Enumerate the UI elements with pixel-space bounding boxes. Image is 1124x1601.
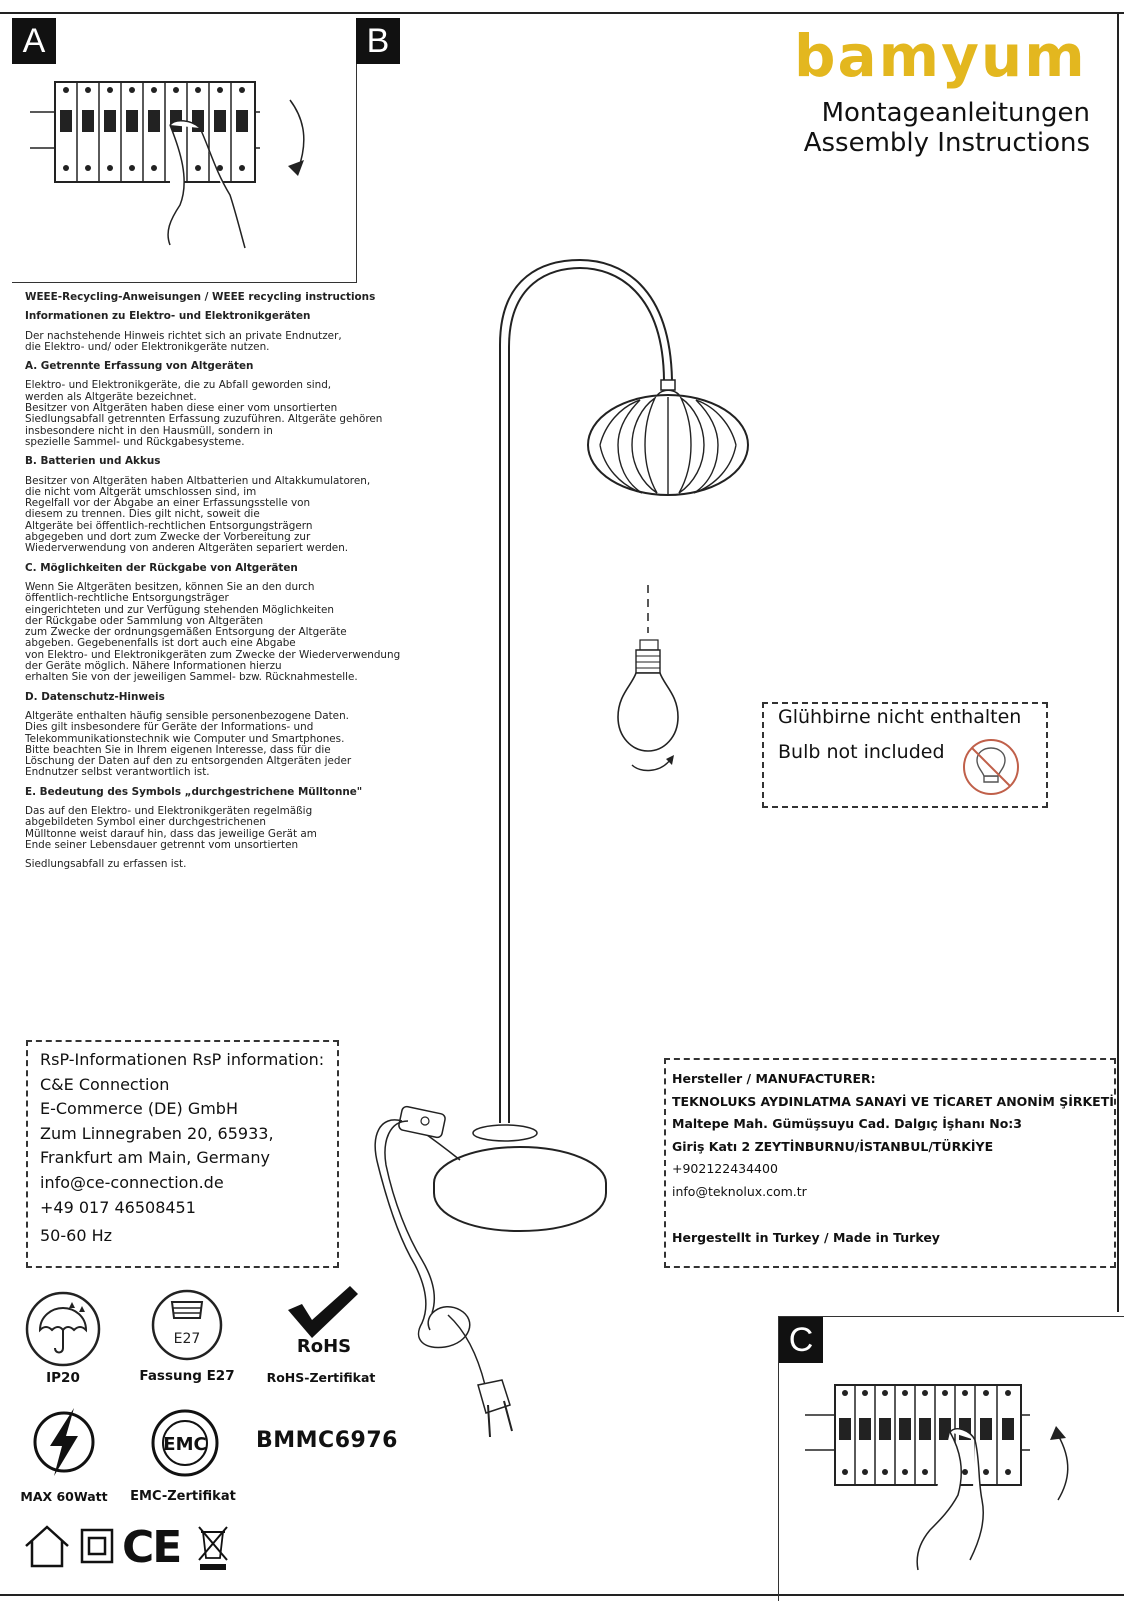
weee-e-text-2: Siedlungsabfall zu erfassen ist. — [25, 858, 187, 871]
manufacturer-address: Maltepe Mah. Gümüşsuyu Cad. Dalgıç İşhanı No:3 — [672, 1116, 1022, 1131]
rsp-line: Frankfurt am Main, Germany — [40, 1148, 270, 1168]
rohs-label: RoHS-Zertifikat — [266, 1370, 376, 1385]
no-bulb-icon — [962, 738, 1020, 796]
e27-text: E27 — [173, 1331, 201, 1347]
weee-d-text: Altgeräte enthalten häufig sensible personenbezogene Daten. Dies gilt insbesondere für Geräte der Informations- und Telekommunikationstechnik wie Computer und Smartphones. Bitte beachten Sie in Ihrem eigenen Interesse, dass für die Löschung der Daten auf den zu entsorgenden Altgeräten jeder Endnutzer selbst verantwortlich ist. — [25, 709, 352, 779]
breaker-off-illustration — [30, 70, 350, 250]
right-border — [1117, 12, 1119, 1312]
max-wattage-label: MAX 60Watt — [20, 1489, 108, 1504]
rsp-line: E-Commerce (DE) GmbH — [40, 1099, 238, 1119]
weee-e-text: Das auf den Elektro- und Elektronikgeräten regelmäßig abgebildeten Symbol einer durchgestrichenen Mülltonne weist darauf hin, dass das jeweilige Gerät am Ende seiner Lebensdauer getrennt vom unsortierten — [25, 804, 317, 851]
top-border — [0, 12, 1124, 14]
emc-icon — [150, 1408, 220, 1478]
weee-a-heading: A. Getrennte Erfassung von Altgeräten — [25, 360, 254, 373]
floor-lamp-illustration — [370, 255, 770, 1455]
emc-label: EMC-Zertifikat — [130, 1489, 236, 1504]
ce-text: CE — [122, 1522, 181, 1573]
max-power-lightning-icon — [32, 1404, 96, 1480]
weee-crossed-bin-icon — [196, 1524, 230, 1572]
manufacturer-address: Giriş Katı 2 ZEYTİNBURNU/İSTANBUL/TÜRKİYE — [672, 1138, 994, 1154]
manufacturer-name: TEKNOLUKS AYDINLATMA SANAYİ VE TİCARET ANONİM ŞİRKETİ — [672, 1093, 1114, 1109]
manufacturer-email: info@teknolux.com.tr — [672, 1183, 807, 1199]
weee-info-heading: Informationen zu Elektro- und Elektronikgeräten — [25, 310, 311, 323]
weee-e-heading: E. Bedeutung des Symbols „durchgestrichene Mülltonne" — [25, 785, 363, 798]
rsp-frequency: 50-60 Hz — [40, 1226, 113, 1246]
weee-d-heading: D. Datenschutz-Hinweis — [25, 690, 165, 703]
ce-mark-icon — [122, 1522, 188, 1573]
emc-text: EMC — [163, 1434, 207, 1455]
rsp-line: C&E Connection — [40, 1074, 170, 1094]
indoor-use-house-icon — [24, 1524, 70, 1568]
rsp-line: Zum Linnegraben 20, 65933, — [40, 1123, 274, 1143]
rsp-phone: +49 017 46508451 — [40, 1197, 196, 1217]
bulb-notice-en: Bulb not included — [778, 741, 945, 763]
bulb-notice-de: Glühbirne nicht enthalten — [778, 706, 1022, 728]
made-in: Hergestellt in Turkey / Made in Turkey — [672, 1230, 940, 1245]
rsp-heading: RsP-Informationen RsP information: — [40, 1050, 325, 1069]
weee-heading: WEEE-Recycling-Anweisungen / WEEE recycling instructions — [25, 291, 376, 303]
rsp-email: info@ce-connection.de — [40, 1172, 224, 1192]
weee-c-heading: C. Möglichkeiten der Rückgabe von Altgeräten — [25, 561, 298, 574]
title-en: Assembly Instructions — [803, 128, 1090, 158]
e27-socket-icon — [150, 1288, 224, 1362]
breaker-on-illustration — [800, 1370, 1100, 1590]
panel-c-label: C — [779, 1317, 823, 1363]
weee-intro: Der nachstehende Hinweis richtet sich an private Endnutzer, die Elektro- und/ oder Elektronikgeräte nutzen. — [25, 329, 342, 353]
manufacturer-box — [664, 1058, 1116, 1268]
class-ii-double-square-icon — [80, 1528, 114, 1564]
rohs-check-icon — [280, 1284, 370, 1357]
weee-a-text: Elektro- und Elektronikgeräte, die zu Abfall geworden sind, werden als Altgeräte bezeichnet. Besitzer von Altgeräten haben diese einer vom unsortierten Siedlungsabfall getrennten Erfassung zuzuführen. Altgeräte gehören insbesondere nicht in den Hausmüll, sondern in spezielle Sammel- und Rückgabesysteme. — [25, 379, 383, 448]
ip20-umbrella-icon — [24, 1290, 102, 1368]
weee-b-text: Besitzer von Altgeräten haben Altbatterien und Altakkumulatoren, die nicht vom Altgerät umschlossen sind, im Regelfall vor der Abgabe an einer Erfassungsstelle von diesem zu trennen. Dies gilt nicht, soweit die Altgeräte bei öffentlich-rechtlichen Entsorgungsträgern abgegeben und dort zum Zwecke der Vorbereitung zur Wiederverwendung von anderen Altgeräten separiert werden. — [25, 474, 371, 555]
rohs-text: RoHS — [296, 1336, 352, 1357]
e27-label: Fassung E27 — [139, 1368, 235, 1384]
brand-logo: bamyum — [794, 22, 1087, 90]
weee-b-heading: B. Batterien und Akkus — [25, 455, 161, 468]
manufacturer-heading: Hersteller / MANUFACTURER: — [672, 1071, 876, 1086]
title-de: Montageanleitungen — [821, 98, 1090, 128]
weee-c-text: Wenn Sie Altgeräten besitzen, können Sie an den durch öffentlich-rechtliche Entsorgungsträger eingerichteten und zur Verfügung stehenden Möglichkeiten der Rückgabe oder Sammlung von Altgeräten zum Zwecke der ordnungsgemäßen Entsorgung der Altgeräte abgeben. Gegebenenfalls ist dort auch eine Abgabe von Elektro- und Elektronikgeräten zum Zwecke der Wiederverwendung der Geräte möglich. Nähere Informationen hierzu erhalten Sie von der jeweiligen Sammel- bzw. Rücknahmestelle. — [25, 580, 401, 684]
rsp-info-box — [26, 1040, 339, 1268]
model-number: BMMC6976 — [256, 1428, 398, 1453]
panel-b-label: B — [356, 18, 400, 64]
manufacturer-phone: +902122434400 — [672, 1161, 778, 1176]
panel-a-label: A — [12, 18, 56, 64]
ip20-label: IP20 — [46, 1370, 80, 1386]
